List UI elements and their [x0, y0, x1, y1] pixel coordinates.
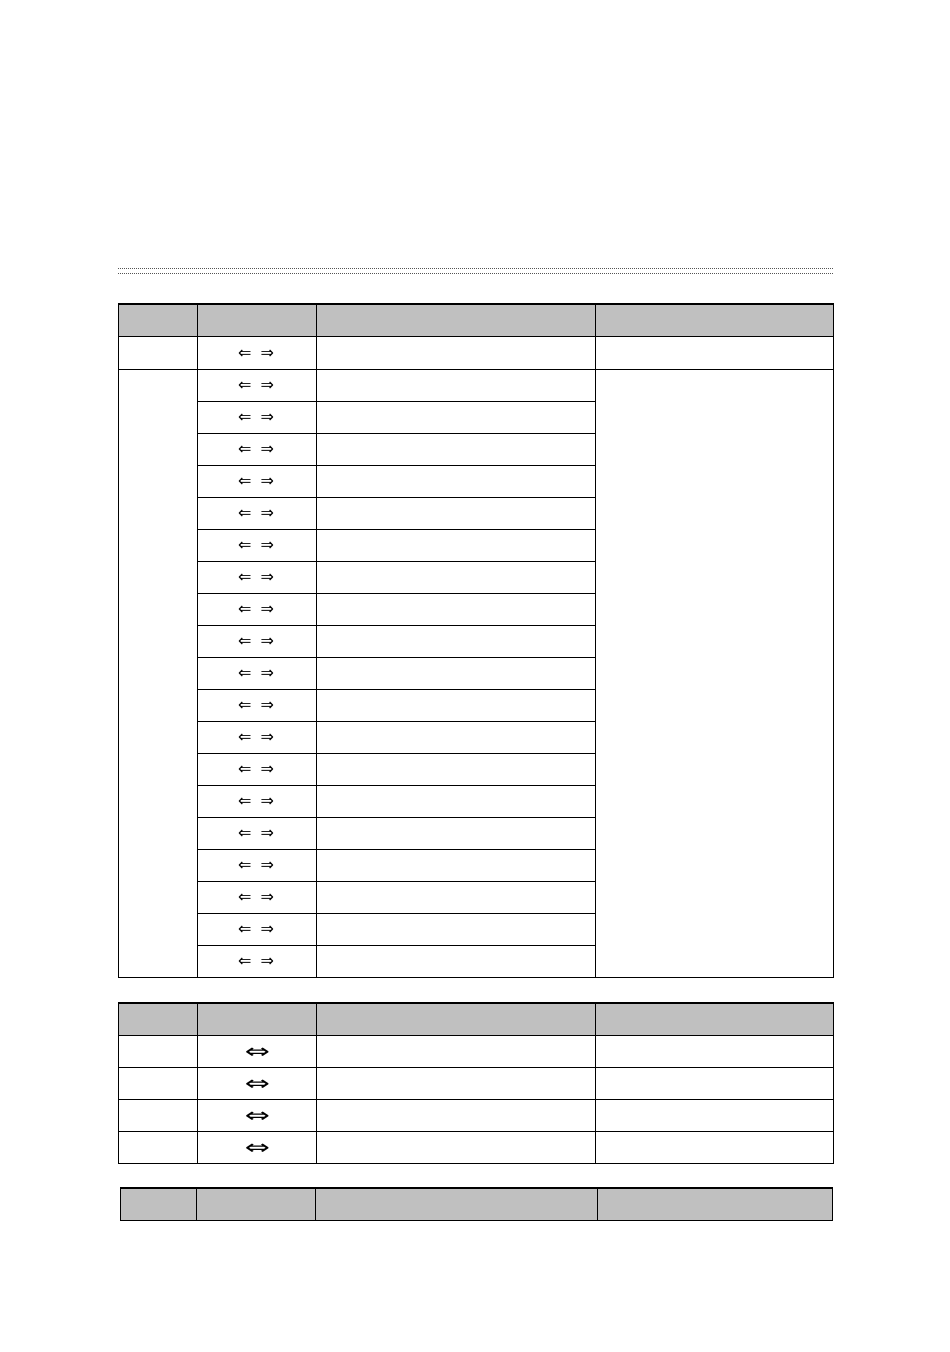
table-2-header-cell-3 — [317, 1003, 596, 1035]
dotted-separator-top — [118, 268, 833, 269]
table-2 — [118, 1002, 834, 1164]
description-cell — [317, 561, 596, 593]
table-1-header-cell-4 — [596, 304, 834, 336]
arrow-cell — [198, 1099, 317, 1131]
description-cell — [317, 465, 596, 497]
double-arrow-icon: ⇔ — [244, 1135, 270, 1159]
table-2-header-cell-2 — [198, 1003, 317, 1035]
description-cell — [317, 657, 596, 689]
arrow-cell — [198, 529, 317, 561]
table-1-header-row — [119, 304, 834, 336]
left-right-arrows-icon: ⇐ ⇒ — [238, 375, 276, 394]
description-cell — [317, 1099, 596, 1131]
table-3-header-cell-3 — [316, 1188, 598, 1220]
table-3-header-cell-4 — [598, 1188, 833, 1220]
arrow-cell — [198, 336, 317, 369]
arrow-cell — [198, 1035, 317, 1067]
arrow-cell — [198, 593, 317, 625]
arrow-cell — [198, 945, 317, 977]
arrow-cell — [198, 881, 317, 913]
left-right-arrows-icon: ⇐ ⇒ — [238, 535, 276, 554]
description-cell — [317, 529, 596, 561]
table-1-single-row — [119, 336, 834, 369]
table-2-header-cell-4 — [596, 1003, 834, 1035]
arrow-cell — [198, 689, 317, 721]
table-3-header-row — [121, 1188, 833, 1220]
double-arrow-icon: ⇔ — [244, 1071, 270, 1095]
table-row-label-cell — [119, 336, 198, 369]
left-right-arrows-icon: ⇐ ⇒ — [238, 663, 276, 682]
double-arrow-icon: ⇔ — [244, 1103, 270, 1127]
description-cell — [317, 401, 596, 433]
description-cell — [317, 369, 596, 401]
table-row — [119, 1067, 834, 1099]
description-cell — [317, 913, 596, 945]
table-3-header-cell-1 — [121, 1188, 197, 1220]
table-3-header-cell-2 — [197, 1188, 316, 1220]
arrow-cell — [198, 497, 317, 529]
left-right-arrows-icon: ⇐ ⇒ — [238, 823, 276, 842]
arrow-cell — [198, 561, 317, 593]
description-cell — [317, 497, 596, 529]
description-cell — [317, 849, 596, 881]
arrow-cell — [198, 433, 317, 465]
description-cell — [317, 336, 596, 369]
description-cell — [317, 753, 596, 785]
arrow-cell — [198, 721, 317, 753]
left-right-arrows-icon: ⇐ ⇒ — [238, 855, 276, 874]
left-right-arrows-icon: ⇐ ⇒ — [238, 439, 276, 458]
value-cell — [596, 1099, 834, 1131]
arrow-cell — [198, 625, 317, 657]
table-row — [119, 1099, 834, 1131]
left-right-arrows-icon: ⇐ ⇒ — [238, 599, 276, 618]
description-cell — [317, 433, 596, 465]
arrow-cell — [198, 465, 317, 497]
arrow-cell — [198, 1131, 317, 1163]
description-cell — [317, 881, 596, 913]
left-right-arrows-icon: ⇐ ⇒ — [238, 919, 276, 938]
left-right-arrows-icon: ⇐ ⇒ — [238, 567, 276, 586]
arrow-cell — [198, 369, 317, 401]
description-cell — [317, 785, 596, 817]
group-label-cell — [119, 369, 198, 977]
label-cell — [119, 1131, 198, 1163]
left-right-arrows-icon: ⇐ ⇒ — [238, 407, 276, 426]
arrow-cell — [198, 401, 317, 433]
description-cell — [317, 945, 596, 977]
arrow-cell — [198, 1067, 317, 1099]
description-cell — [317, 593, 596, 625]
table-row — [119, 369, 834, 401]
description-cell — [317, 721, 596, 753]
description-cell — [317, 817, 596, 849]
table-1 — [118, 303, 834, 978]
left-right-arrows-icon: ⇐ ⇒ — [238, 727, 276, 746]
label-cell — [119, 1099, 198, 1131]
description-cell — [317, 1067, 596, 1099]
arrow-cell — [198, 817, 317, 849]
description-cell — [317, 1131, 596, 1163]
left-right-arrows-icon: ⇐ ⇒ — [238, 631, 276, 650]
table-2-header-cell-1 — [119, 1003, 198, 1035]
description-cell — [317, 1035, 596, 1067]
value-cell — [596, 336, 834, 369]
left-right-arrows-icon: ⇐ ⇒ — [238, 951, 276, 970]
left-right-arrows-icon: ⇐ ⇒ — [238, 791, 276, 810]
left-right-arrows-icon: ⇐ ⇒ — [238, 342, 276, 362]
left-right-arrows-icon: ⇐ ⇒ — [238, 695, 276, 714]
arrow-cell — [198, 849, 317, 881]
left-right-arrows-icon: ⇐ ⇒ — [238, 503, 276, 522]
group-value-cell — [596, 369, 834, 977]
arrow-cell — [198, 785, 317, 817]
left-right-arrows-icon: ⇐ ⇒ — [238, 471, 276, 490]
table-1-header-cell-1 — [119, 304, 198, 336]
value-cell — [596, 1035, 834, 1067]
table-row — [119, 1131, 834, 1163]
table-3 — [120, 1187, 833, 1221]
value-cell — [596, 1131, 834, 1163]
description-cell — [317, 625, 596, 657]
arrow-cell — [198, 913, 317, 945]
label-cell — [119, 1035, 198, 1067]
dotted-separator-bottom — [118, 273, 833, 274]
left-right-arrows-icon: ⇐ ⇒ — [238, 887, 276, 906]
left-right-arrows-icon: ⇐ ⇒ — [238, 759, 276, 778]
arrow-cell — [198, 753, 317, 785]
double-arrow-icon: ⇔ — [244, 1039, 270, 1063]
table-1-header-cell-3 — [317, 304, 596, 336]
table-2-header-row — [119, 1003, 834, 1035]
arrow-cell — [198, 657, 317, 689]
table-1-header-cell-2 — [198, 304, 317, 336]
table-row — [119, 1035, 834, 1067]
value-cell — [596, 1067, 834, 1099]
description-cell — [317, 689, 596, 721]
label-cell — [119, 1067, 198, 1099]
